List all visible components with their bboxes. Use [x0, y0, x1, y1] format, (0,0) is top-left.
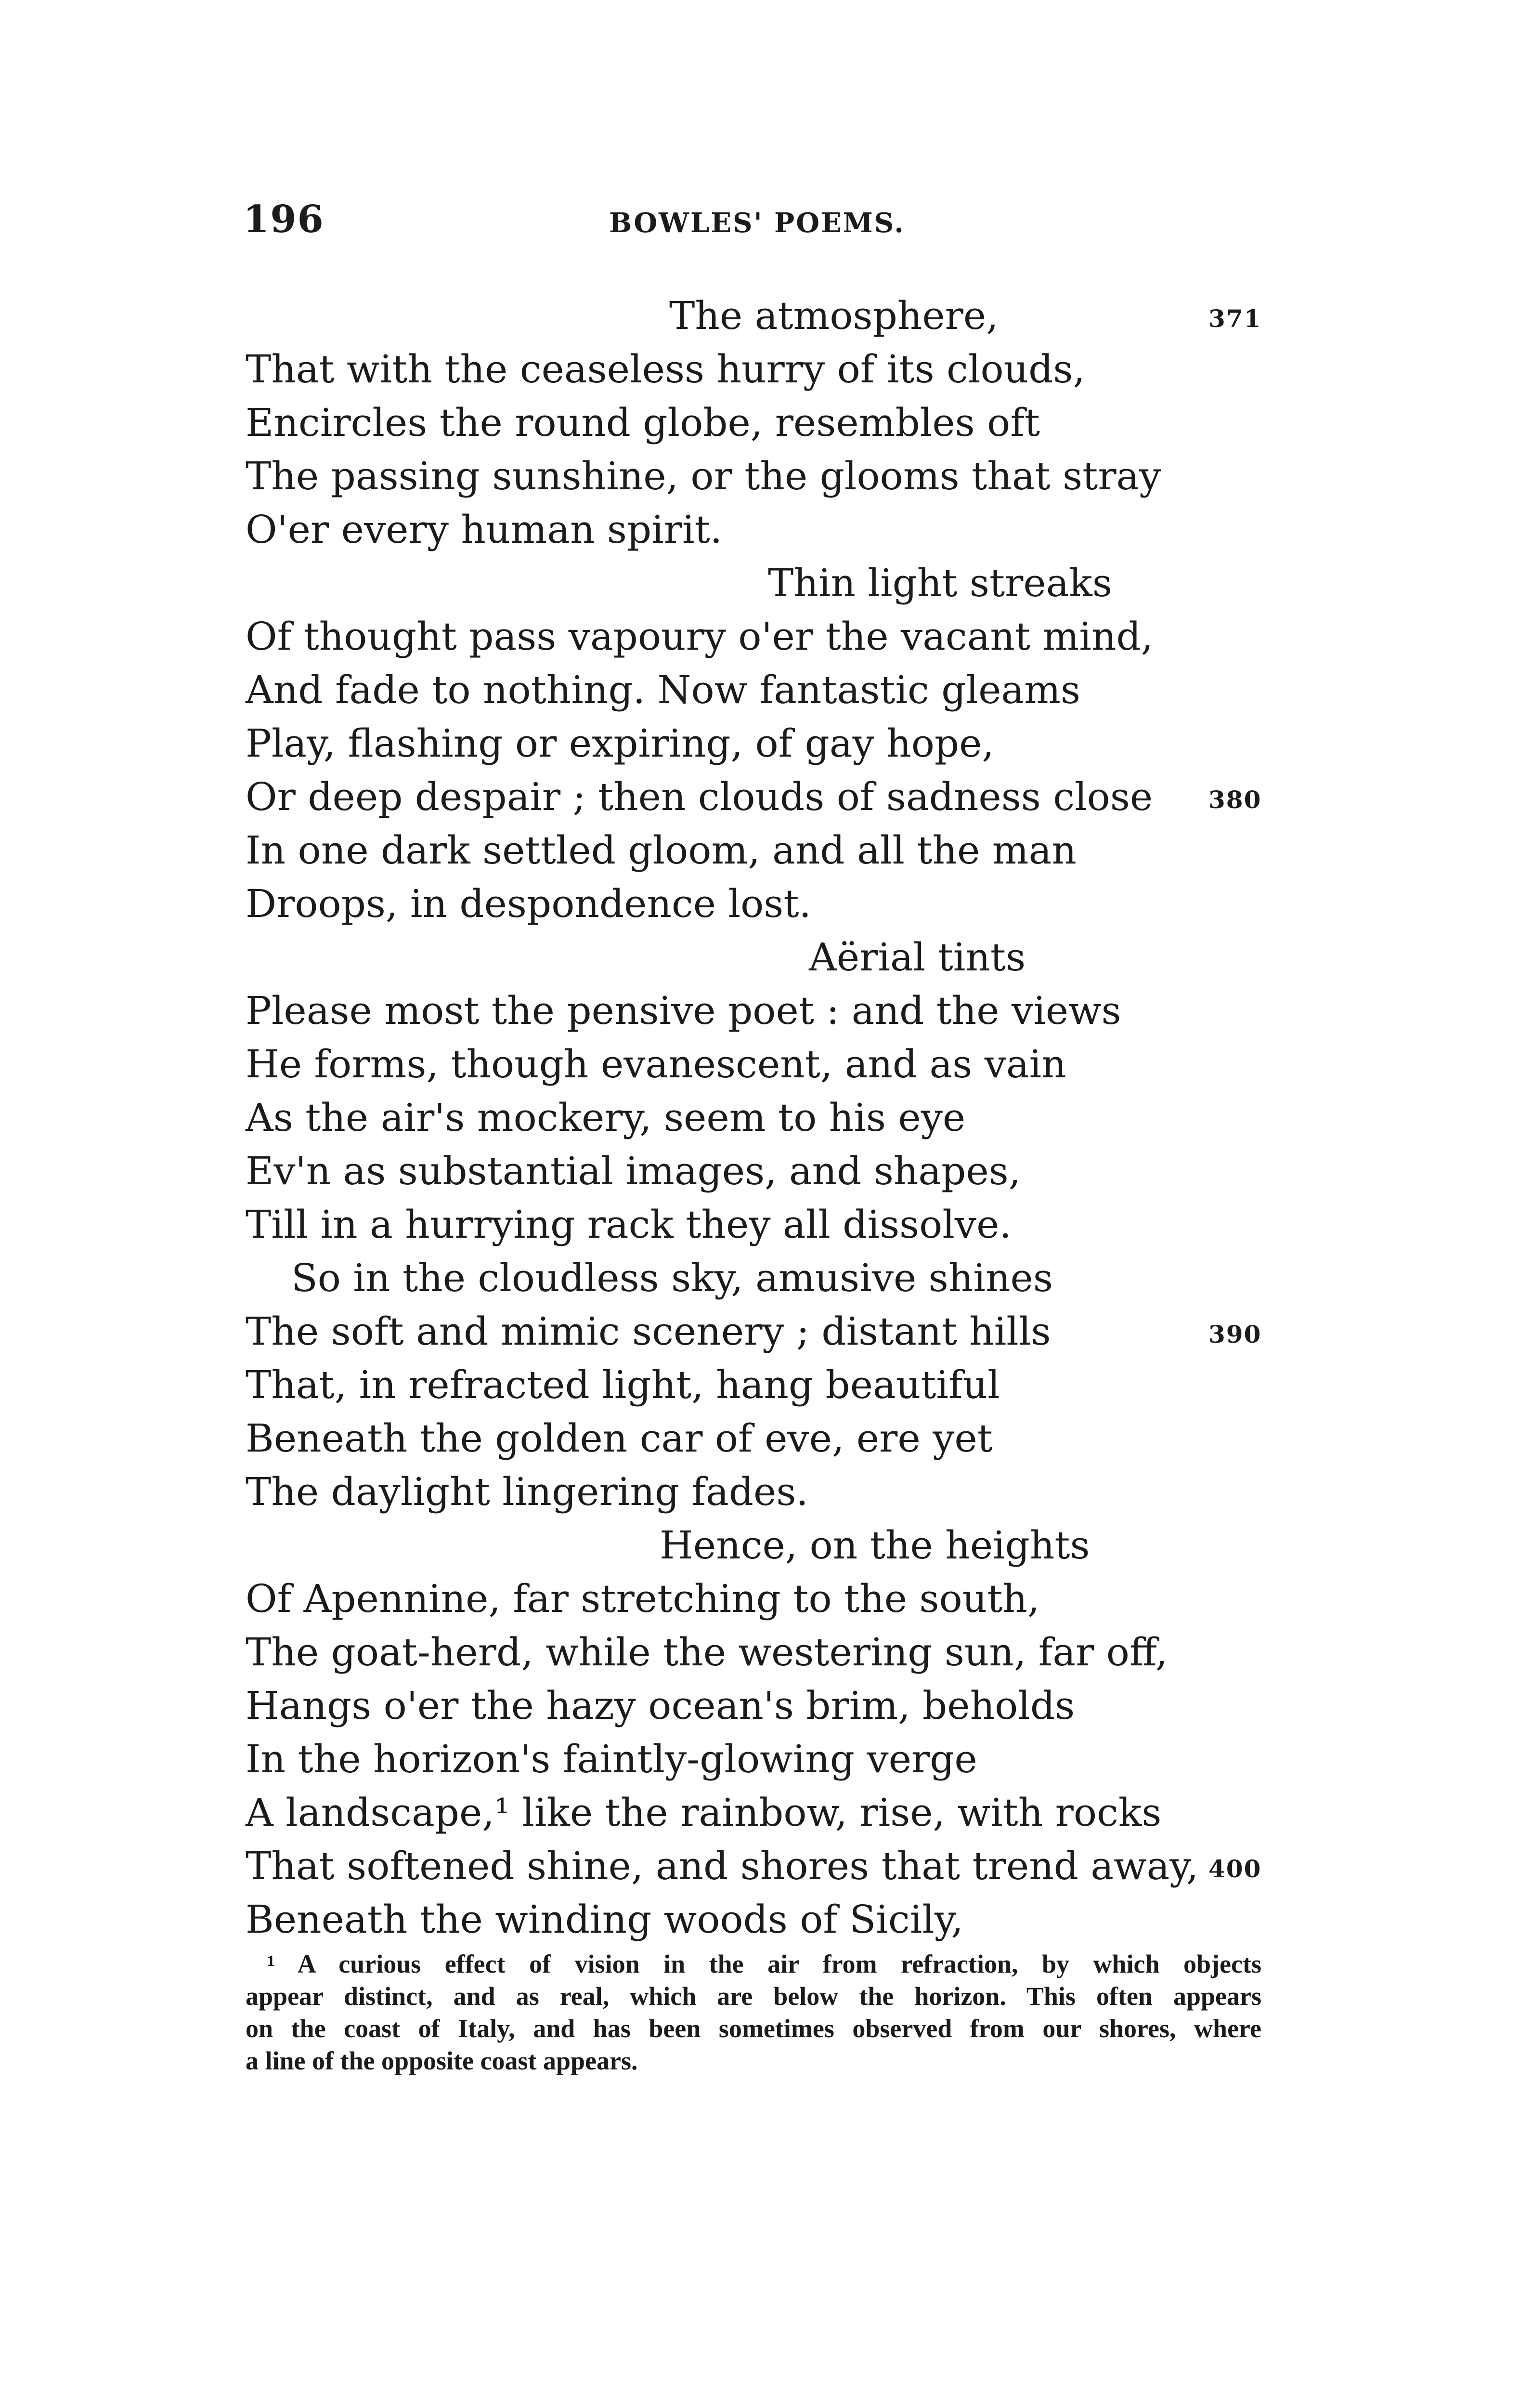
poem-line-text: In one dark settled gloom, and all the man: [246, 828, 1077, 873]
poem-line-text: That, in refracted light, hang beautiful: [246, 1362, 1000, 1407]
poem-line: [246, 1412, 1257, 1465]
poem-line-text: Till in a hurrying rack they all dissolve.: [246, 1202, 1012, 1247]
running-title: BOWLES' POEMS.: [609, 207, 905, 239]
poem-line: [246, 930, 1257, 984]
footnote-line: a line of the opposite coast appears.: [246, 2046, 638, 2075]
poem-line: [246, 1839, 1262, 1893]
poem-line: [246, 770, 1262, 824]
poem-line: [246, 717, 1257, 770]
poem-line-text: Play, flashing or expiring, of gay hope,: [246, 721, 994, 766]
poem-line-text: And fade to nothing. Now fantastic gleams: [246, 667, 1081, 712]
poem-line-text: Of Apennine, far stretching to the south,: [246, 1576, 1040, 1621]
poem-line: [246, 1893, 1257, 1946]
poem-line: [246, 449, 1257, 503]
poem-line: [246, 877, 1257, 930]
poem-line: [246, 1091, 1257, 1144]
poem-line-text: O'er every human spirit.: [246, 507, 723, 552]
poem-line: [246, 1358, 1257, 1412]
poem-line: [246, 1679, 1257, 1732]
line-number: 380: [1208, 785, 1262, 814]
poem-line-text: Hence, on the heights: [660, 1523, 1090, 1568]
footnote: [246, 1948, 1261, 2077]
poem-line-text: The passing sunshine, or the glooms that stray: [246, 454, 1161, 498]
poem-line-text: Of thought pass vapoury o'er the vacant mind,: [246, 614, 1154, 659]
poem-line-text: The atmosphere,: [669, 293, 999, 338]
poem-line-text: A landscape,¹ like the rainbow, rise, with rocks: [246, 1790, 1162, 1835]
poem-line-text: The goat-herd, while the westering sun, far off,: [246, 1630, 1168, 1675]
poem-line-text: As the air's mockery, seem to his eye: [246, 1095, 966, 1140]
poem-line: [246, 984, 1257, 1037]
poem-line-text: Hangs o'er the hazy ocean's brim, beholds: [246, 1683, 1075, 1728]
poem-line-text: Beneath the golden car of eve, ere yet: [246, 1416, 993, 1461]
poem-line: [246, 1786, 1257, 1839]
poem-line-text: Thin light streaks: [768, 561, 1112, 605]
line-number: 371: [1208, 304, 1262, 333]
poem-line-text: Aërial tints: [809, 935, 1026, 980]
poem-line-text: Or deep despair ; then clouds of sadness close: [246, 774, 1153, 819]
footnote-line: ¹ A curious effect of vision in the air from refraction, by which objects: [267, 1950, 1261, 1978]
poem-line-text: That with the ceaseless hurry of its clouds,: [246, 347, 1085, 392]
footnote-line: on the coast of Italy, and has been sometimes observed from our shores, where: [246, 2014, 1261, 2043]
poem-line: [246, 1465, 1257, 1518]
poem-line-text: Ev'n as substantial images, and shapes,: [246, 1149, 1021, 1193]
page-number: 196: [243, 197, 325, 241]
poem-line: [246, 1572, 1257, 1625]
poem-line-text: The daylight lingering fades.: [246, 1469, 808, 1514]
footnote-line: appear distinct, and as real, which are below the horizon. This often appears: [246, 1982, 1261, 2011]
poem-line-text: Encircles the round globe, resembles oft: [246, 400, 1040, 445]
poem-line: [246, 556, 1257, 610]
line-number: 390: [1208, 1320, 1262, 1348]
running-head: [243, 197, 1259, 255]
poem-line-text: Beneath the winding woods of Sicily,: [246, 1897, 963, 1942]
poem-line: [246, 824, 1257, 877]
poem-line: [246, 1037, 1257, 1091]
poem-line-text: The soft and mimic scenery ; distant hills: [246, 1309, 1051, 1354]
poem-line: [246, 289, 1262, 342]
poem-line: [246, 663, 1257, 717]
poem-line: [246, 1732, 1257, 1786]
poem-line-text: So in the cloudless sky, amusive shines: [291, 1256, 1053, 1300]
poem-line: [246, 1518, 1257, 1572]
poem-line: [246, 1251, 1257, 1305]
poem-line: [246, 1305, 1262, 1358]
poem-line-text: Please most the pensive poet : and the views: [246, 988, 1121, 1033]
line-number: 400: [1208, 1855, 1262, 1883]
poem-line: [246, 1625, 1257, 1679]
poem-line: [246, 342, 1257, 396]
poem-body: [246, 289, 1262, 1946]
poem-line: [246, 1198, 1257, 1251]
poem-line-text: In the horizon's faintly-glowing verge: [246, 1737, 977, 1781]
poem-line: [246, 1144, 1257, 1198]
poem-line-text: He forms, though evanescent, and as vain: [246, 1042, 1066, 1086]
poem-line: [246, 610, 1257, 663]
poem-line: [246, 503, 1257, 556]
poem-line: [246, 396, 1257, 449]
poem-line-text: That softened shine, and shores that trend away,: [246, 1844, 1199, 1888]
poem-line-text: Droops, in despondence lost.: [246, 881, 811, 926]
